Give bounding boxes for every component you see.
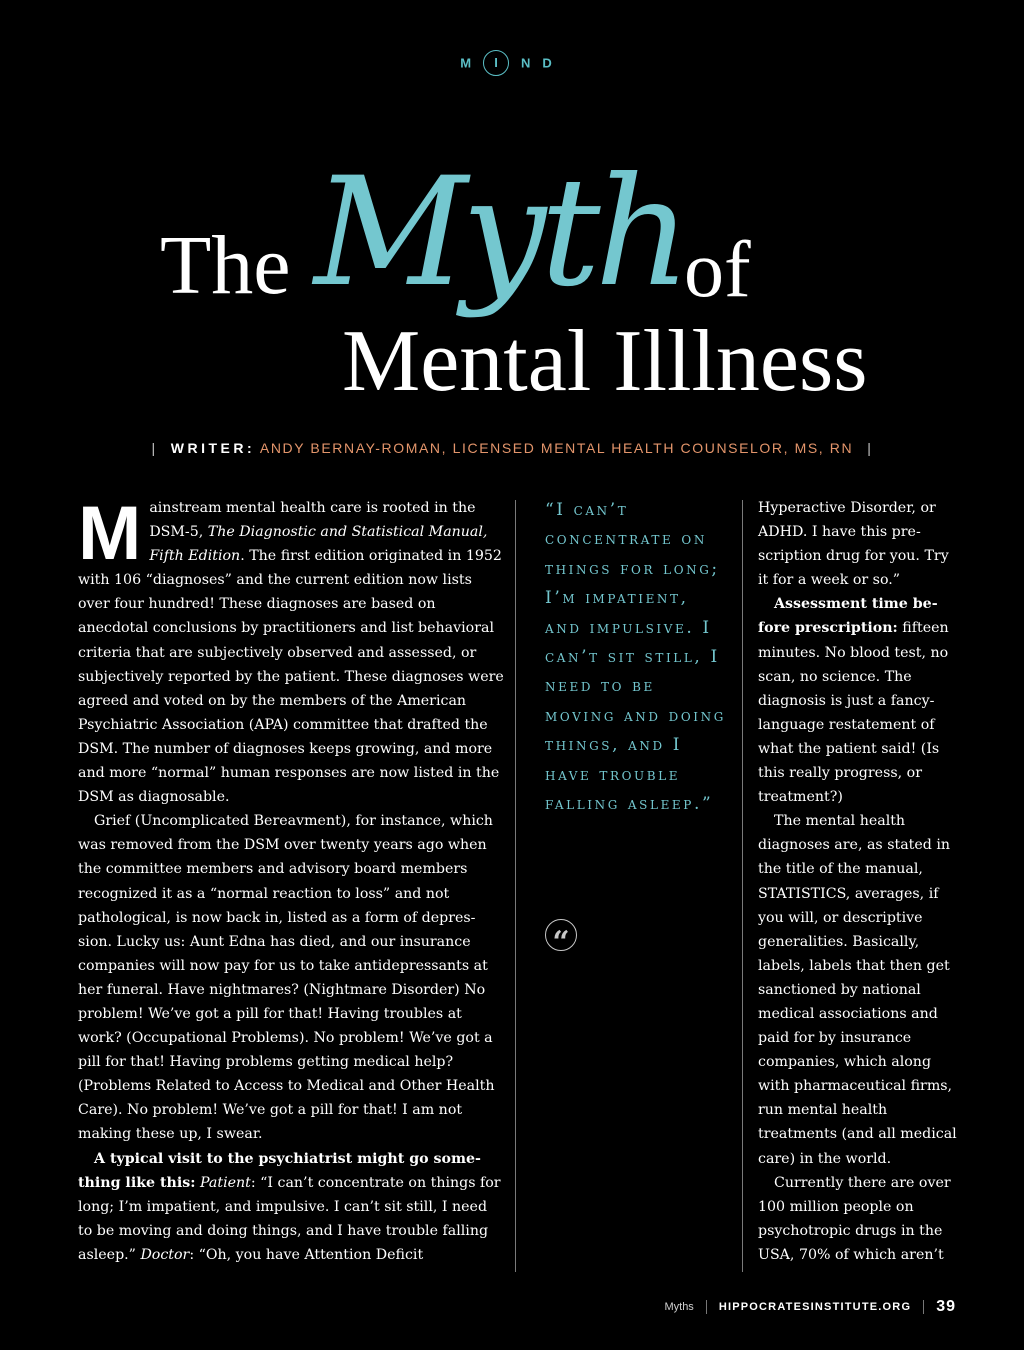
section-label bbox=[0, 50, 1024, 76]
section-letter: D bbox=[542, 55, 564, 71]
paragraph-text: : “I can’t concentrate on things for long; I’m impatient, and impulsive. I can’t sit still, I need to be moving and doing things, and I have trouble falling asleep.” bbox=[78, 1174, 501, 1263]
title-of: of bbox=[684, 226, 751, 314]
column-divider bbox=[742, 500, 743, 1272]
byline-label: WRITER: bbox=[170, 440, 256, 456]
byline-divider: | bbox=[151, 440, 157, 456]
byline-name: ANDY BERNAY-ROMAN, LICENSED MENTAL HEALTH COUNSELOR, MS, RN bbox=[259, 440, 854, 456]
paragraph-text: . The first edition originated in 1952 with 106 “diagnoses” and the current edition now lists over four hundred! These diagnoses are based on anecdotal conclusions by practitioners and list behavioral criteria that are subjectively observed and assessed, or subjectively reported by the patient. These diagnoses were agreed and voted on by the members of the American Psychiatric Association (APA) committee that drafted the DSM. The number of diagnoses keeps growing, and more and more “normal” human responses are now listed in the DSM as diagnosable. bbox=[78, 548, 504, 806]
footer-divider bbox=[706, 1300, 707, 1314]
title-the: The bbox=[160, 219, 291, 312]
footer-section: Myths bbox=[664, 1301, 694, 1313]
quote-icon: “ bbox=[545, 919, 577, 951]
article-column-3 bbox=[758, 496, 958, 1267]
lead-in: Assessment time before prescription: bbox=[758, 596, 938, 637]
paragraph-text: fifteen minutes. No blood test, no scan, no science. The diagnosis is just a fancy-language restatement of what the patient said! (Is this really progress, or treatment?) bbox=[758, 620, 949, 806]
speaker-label: Doctor bbox=[140, 1246, 190, 1263]
paragraph: Currently there are over 100 million people on psychotropic drugs in the USA, 70% of which aren’t bbox=[758, 1174, 951, 1263]
section-letter: M bbox=[460, 55, 484, 71]
byline bbox=[0, 440, 1024, 456]
footer-divider bbox=[923, 1300, 924, 1314]
paragraph bbox=[758, 592, 958, 809]
page-number: 39 bbox=[936, 1298, 956, 1315]
paragraph bbox=[78, 1147, 504, 1267]
paragraph-text: : “Oh, you have Attention Deficit bbox=[189, 1246, 424, 1263]
paragraph bbox=[78, 491, 504, 809]
speaker-label: Patient bbox=[200, 1174, 251, 1191]
lead-in: A typical visit to the psychiatrist might go something like this: bbox=[78, 1150, 481, 1191]
section-letter: N bbox=[521, 55, 543, 71]
column-divider bbox=[515, 500, 516, 1272]
drop-cap: M bbox=[78, 491, 142, 576]
paragraph: Grief (Uncomplicated Bereavment), for instance, which was removed from the DSM over twenty years ago when the committee members and advisory board members recognized it as a “normal reaction to loss” and not pathological, is now back in, listed as a form of depression. Lucky us: Aunt Edna has died, and our insurance companies will now pay for us to take antidepressants at her funeral. Have nightmares? (Nightmare Disorder) No problem! We’ve got a pill for that! Having troubles at work? (Occupational Problems). No problem! We’ve got a pill for that! Having problems getting medical help? (Problems Related to Access to Medical and Other Health Care). No problem! We’ve got a pill for that! I am not making these up, I swear. bbox=[78, 813, 495, 1143]
paragraph: The mental health diagnoses are, as stated in the title of the manual, STATISTICS, averages, if you will, or descriptive generalities. Basically, labels, labels that then get sanctioned by national medical associations and paid for by insurance companies, which along with pharmaceutical firms, run mental health treatments (and all medical care) in the world. bbox=[758, 813, 957, 1167]
paragraph-text: ainstream mental health care is rooted in the DSM-5, bbox=[149, 500, 476, 541]
title-line2: Mental Illlness bbox=[342, 313, 868, 410]
manual-title: The Diagnostic and Statistical Manual, Fifth Edition bbox=[149, 524, 488, 565]
article-column-1 bbox=[78, 491, 504, 1267]
page-footer bbox=[664, 1298, 956, 1316]
footer-website-link[interactable]: HIPPOCRATESINSTITUTE.ORG bbox=[718, 1301, 912, 1313]
title-myth: Myth bbox=[314, 146, 686, 320]
section-letter-circled: I bbox=[483, 50, 509, 76]
pull-quote: “I can’t concentrate on things for long; I’m impatient, and impulsive. I can’t sit still, I need to be moving and doing things, and I have trouble falling asleep.” bbox=[545, 500, 726, 815]
byline-divider: | bbox=[867, 440, 873, 456]
paragraph: Hyperactive Disorder, or ADHD. I have this prescription drug for you. Try it for a week or so.” bbox=[758, 500, 949, 589]
